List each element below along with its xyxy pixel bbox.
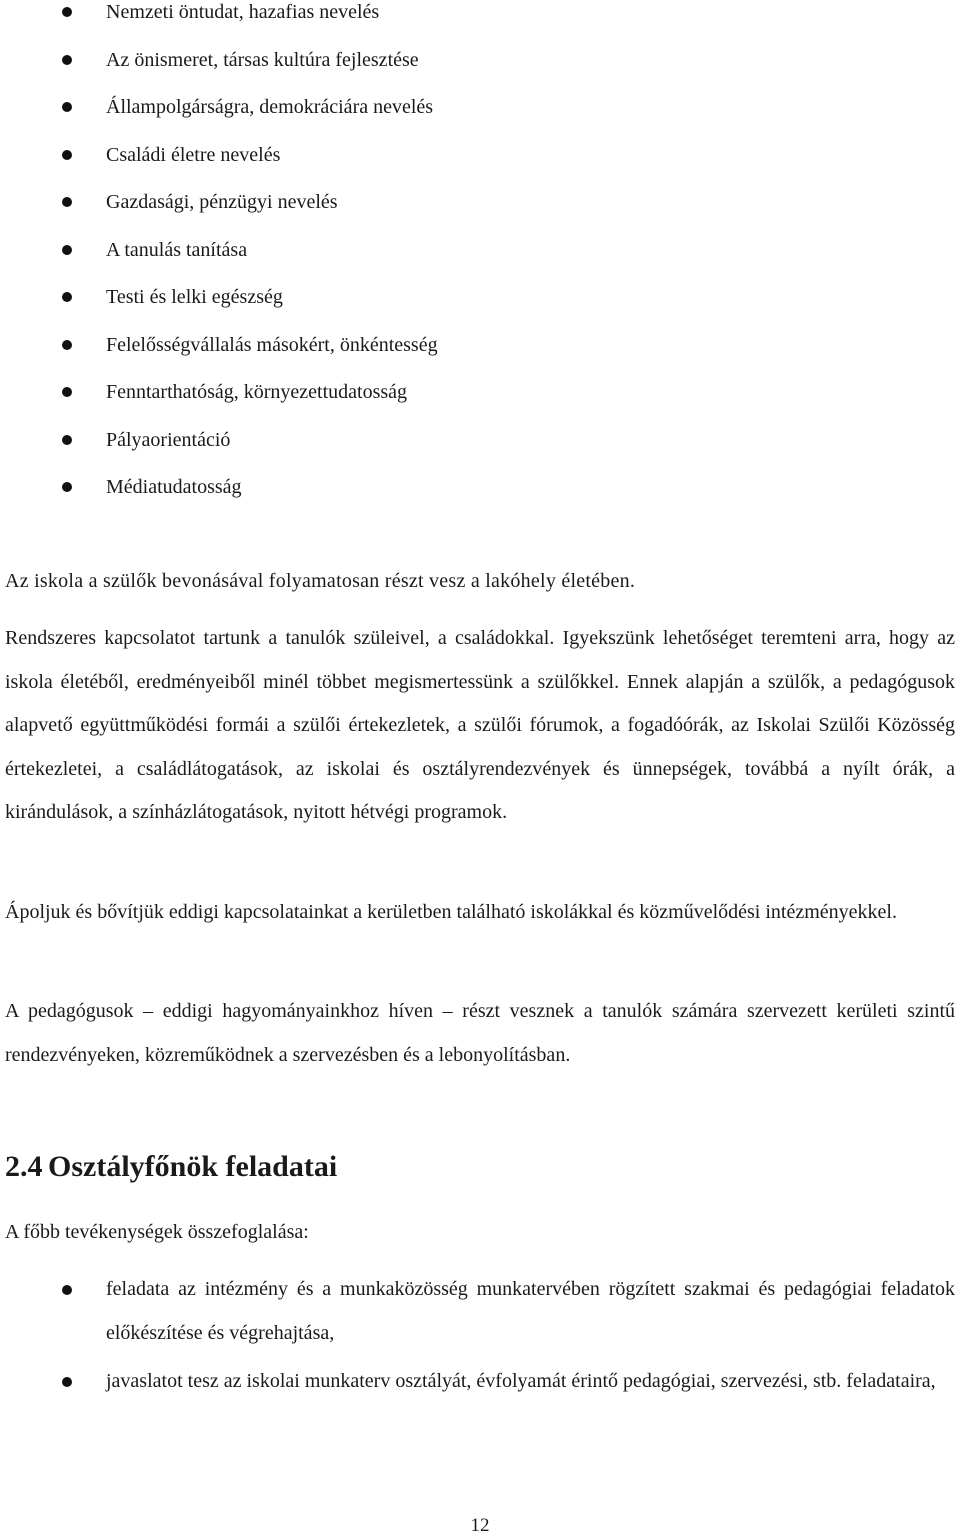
section-heading	[5, 1152, 337, 1182]
list-item-text: Állampolgárságra, demokráciára nevelés	[106, 96, 434, 118]
list-item-text: Testi és lelki egészség	[106, 286, 283, 308]
bullet-icon	[62, 55, 72, 65]
bullet-icon	[62, 340, 72, 350]
list-item	[0, 1268, 960, 1355]
paragraph-partnerships: Ápoljuk és bővítjük eddigi kapcsolatainkat a kerületben található iskolákkal és közművelődési intézményekkel.	[5, 901, 897, 923]
page-number: 12	[470, 1515, 490, 1536]
bullet-icon	[62, 1285, 72, 1295]
list-item-text: A tanulás tanítása	[106, 238, 248, 261]
list-item-text: Pályaorientáció	[106, 428, 231, 451]
paragraph-community: Az iskola a szülők bevonásával folyamatosan részt vesz a lakóhely életében.	[5, 570, 636, 592]
list-item	[0, 95, 960, 143]
list-item-text: Gazdasági, pénzügyi nevelés	[106, 191, 338, 213]
paragraph-teachers: A pedagógusok – eddigi hagyományainkhoz híven – részt vesznek a tanulók számára szervezett kerületi szintű rendezvényeken, közreműködnek a szervezésben és a lebonyolításban.	[5, 1000, 955, 1066]
section-number: 2.4	[5, 1150, 43, 1183]
list-item-text: feladata az intézmény és a munkaközösség munkatervében rögzített szakmai és pedagógiai feladatok előkészítése és végrehajtása,	[106, 1278, 955, 1344]
section-title: Osztályfőnök feladatai	[48, 1150, 338, 1183]
list-item	[0, 190, 960, 238]
list-item	[0, 428, 960, 476]
list-item	[0, 238, 960, 286]
list-item-text: Fenntarthatóság, környezettudatosság	[106, 381, 408, 403]
bullet-icon	[62, 7, 72, 17]
bullet-icon	[62, 197, 72, 207]
bullet-icon	[62, 150, 72, 160]
values-bullet-list	[0, 0, 960, 523]
duties-bullet-list	[0, 1268, 960, 1404]
list-item-text: Családi életre nevelés	[106, 143, 281, 166]
paragraph-parents: Rendszeres kapcsolatot tartunk a tanulók szüleivel, a családokkal. Igyekszünk lehetőséget teremteni arra, hogy az iskola életéből, eredményeiből minél többet megismertessünk a szülőkkel. Ennek alapján a szülők, a pedagógusok alapvető együttműködési formái a szülői értekezletek, a szülői fórumok, a fogadóórák, az Iskolai Szülői Közösség értekezletei, a családlátogatások, az iskolai és osztályrendezvények és ünnepségek, továbbá a nyílt órák, a kirándulások, a színházlátogatások, nyitott hétvégi programok.	[5, 627, 955, 823]
bullet-icon	[62, 387, 72, 397]
list-item-text: Nemzeti öntudat, hazafias nevelés	[106, 1, 380, 23]
list-item	[0, 1360, 960, 1404]
bullet-icon	[62, 1377, 72, 1387]
list-item-text: Az önismeret, társas kultúra fejlesztése	[106, 48, 419, 71]
list-item	[0, 0, 960, 48]
summary-intro: A főbb tevékenységek összefoglalása:	[5, 1221, 309, 1243]
list-item-text: javaslatot tesz az iskolai munkaterv osztályát, évfolyamát érintő pedagógiai, szervezési, stb. feladataira,	[106, 1370, 936, 1392]
list-item	[0, 333, 960, 381]
list-item-text: Médiatudatosság	[106, 476, 242, 498]
bullet-icon	[62, 292, 72, 302]
list-item	[0, 285, 960, 333]
bullet-icon	[62, 245, 72, 255]
bullet-icon	[62, 482, 72, 492]
bullet-icon	[62, 102, 72, 112]
list-item	[0, 475, 960, 523]
list-item	[0, 48, 960, 96]
list-item	[0, 380, 960, 428]
bullet-icon	[62, 435, 72, 445]
list-item-text: Felelősségvállalás másokért, önkéntesség	[106, 333, 438, 356]
list-item	[0, 143, 960, 191]
